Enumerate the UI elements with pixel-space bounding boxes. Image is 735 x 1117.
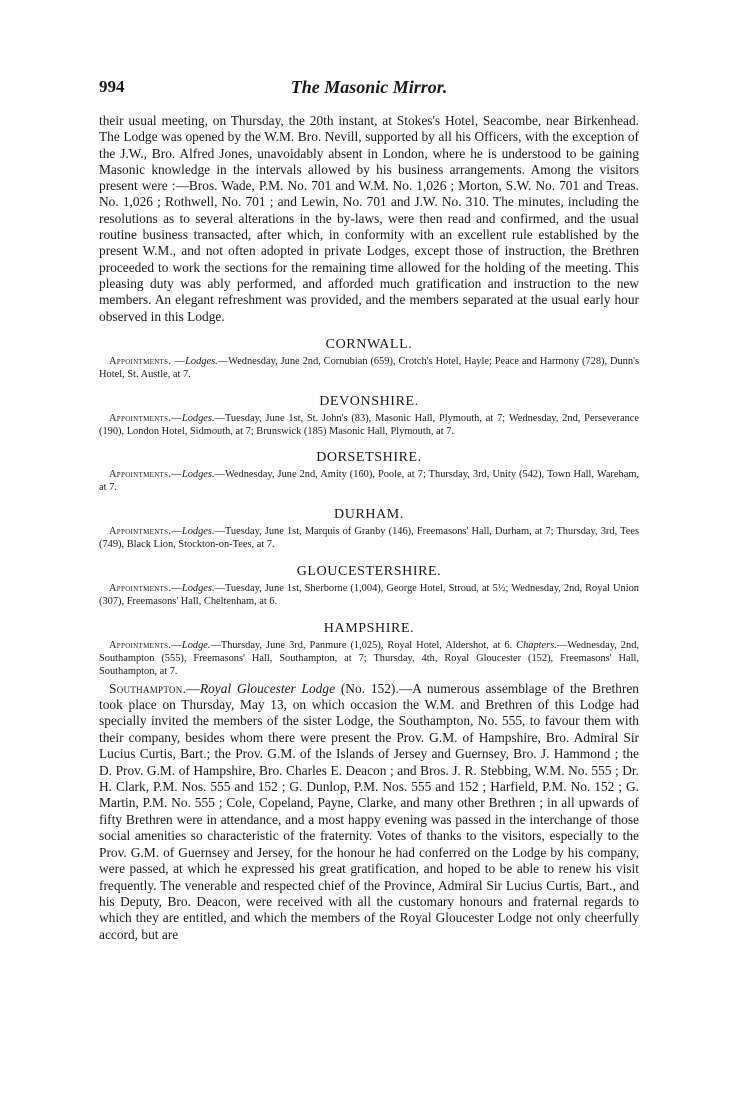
section-notice-devonshire bbox=[99, 413, 639, 439]
section-notice-cornwall bbox=[99, 356, 639, 382]
notice-category: Lodges. bbox=[181, 526, 215, 538]
notice-category: Lodges. bbox=[181, 412, 215, 424]
notice-text: —Tuesday, June 1st, Sherborne (1,004), George Hotel, Stroud, at 5½; Wednesday, 2nd, Royal Union (307), Freemasons' Hall, Cheltenham, at 6. bbox=[99, 583, 639, 608]
section-heading-dorsetshire: DORSETSHIRE. bbox=[316, 450, 422, 466]
section-notice-dorsetshire bbox=[99, 469, 639, 495]
report-lead: Southampton.— bbox=[109, 680, 200, 696]
notice-category: Lodges. bbox=[185, 355, 218, 367]
notice-text: —Wednesday, June 2nd, Cornubian (659), Crotch's Hotel, Hayle; Peace and Harmony (728), Dunn's Hotel, St. Austle, at 7. bbox=[99, 355, 639, 380]
page-number: 994 bbox=[99, 77, 125, 96]
notice-text: —Wednesday, 2nd, Southampton (555), Freemasons' Hall, Southampton, at 7; Thursday, 4th, Royal Gloucester (152), Freemasons' Hall, Southampton, at 7. bbox=[99, 639, 639, 677]
report-text: (No. 152).—A numerous assemblage of the Brethren took place on Thursday, May 13, on which occasion the W.M. and Brethren of this Lodge had specially invited the members of the sister Lodge, the Southampton, No. 555, to favour them with their company, besides whom there were present the Prov. G.M. of Hampshire, Bro. Admiral Sir Lucius Curtis, Bart.; the Prov. G.M. of the Islands of Jersey and Guernsey, Bro. J. Hammond ; the D. Prov. G.M. of Hampshire, Bro. Charles E. Deacon ; and Bros. J. R. Stebbing, W.M. No. 555 ; Dr. H. Clark, P.M. Nos. 555 and 152 ; G. Dunlop, P.M. Nos. 555 and 152 ; Harfield, P.M. No. 152 ; G. Martin, P.M. No. 555 ; Cole, Copeland, Payne, Clarke, and many other Brethren ; in all upwards of fifty Brethren were in attendance, and a most happy evening was passed in the interchange of those social amenities so characteristic of the fraternity. Votes of thanks to the visitors, especially to the Prov. G.M. of Guernsey and Jersey, for the honour he had conferred on the Lodge by his company, were passed, at which he expressed his great gratification, and hoped to be able to renew his visit frequently. The venerable and respected chief of the Province, Admiral Sir Lucius Curtis, Bart., and his Deputy, Bro. Deacon, were received with all the customary honours and fraternal regards to which they are entitled, and which the members of the Royal Gloucester Lodge not only cheerfully accord, but are bbox=[99, 680, 639, 942]
notice-text: —Tuesday, June 1st, St. John's (83), Masonic Hall, Plymouth, at 7; Wednesday, 2nd, Perseverance (190), London Hotel, Sidmouth, at 7; Brunswick (185) Masonic Hall, Plymouth, at 7. bbox=[99, 412, 639, 437]
notice-lead: Appointments.— bbox=[109, 412, 182, 424]
intro-paragraph: their usual meeting, on Thursday, the 20th instant, at Stokes's Hotel, Seacombe, near Birkenhead. The Lodge was opened by the W.M. Bro. Nevill, supported by all his Officers, with the exception of the J.W., Bro. Alfred Jones, unavoidably absent in London, where he is understood to be gaining Masonic knowledge in the intervals allowed by his business arrangements. Among the visitors present were :—Bros. Wade, P.M. No. 701 and W.M. No. 1,026 ; Morton, S.W. No. 701 and Treas. No. 1,026 ; Rothwell, No. 701 ; and Lewin, No. 701 and J.W. No. 310. The minutes, including the resolutions as to several alterations in the by-laws, were then read and confirmed, and the usual routine business transacted, after which, in conformity with an excellent rule established by the present W.M., and not often adopted in private Lodges, except those of instruction, the Brethren proceeded to work the sections for the remaining time allowed for the holding of the meeting. This pleasing duty was ably performed, and afforded much gratification and instruction to the new members. An elegant refreshment was provided, and the members separated at the usual early hour observed in this Lodge. bbox=[99, 113, 639, 324]
notice-text: —Wednesday, June 2nd, Amity (160), Poole, at 7; Thursday, 3rd, Unity (542), Town Hall, Wareham, at 7. bbox=[99, 469, 639, 494]
notice-category: Lodges. bbox=[181, 469, 215, 481]
section-notice-durham bbox=[99, 526, 639, 552]
section-heading-cornwall: CORNWALL. bbox=[325, 336, 413, 352]
notice-text: —Tuesday, June 1st, Marquis of Granby (146), Freemasons' Hall, Durham, at 7; Thursday, 3rd, Tees (749), Black Lion, Stockton-on-Tees, at 7. bbox=[99, 526, 639, 551]
section-notice-gloucestershire bbox=[99, 583, 639, 609]
section-heading-devonshire: DEVONSHIRE. bbox=[319, 393, 419, 409]
journal-title: The Masonic Mirror. bbox=[290, 77, 448, 97]
lodge-report-southampton bbox=[99, 681, 639, 944]
notice-lead: Appointments.— bbox=[109, 639, 182, 651]
notice-lead: Appointments. — bbox=[109, 355, 186, 367]
report-title: Royal Gloucester Lodge bbox=[199, 680, 336, 696]
notice-category: Lodge. bbox=[181, 639, 211, 651]
notice-lead: Appointments.— bbox=[109, 469, 182, 481]
section-heading-hampshire: HAMPSHIRE. bbox=[323, 620, 415, 636]
notice-lead: Appointments.— bbox=[109, 583, 182, 595]
notice-category: Chapters. bbox=[516, 639, 557, 651]
text-column bbox=[99, 113, 639, 943]
notice-category: Lodges. bbox=[181, 583, 215, 595]
notice-text: —Thursday, June 3rd, Panmure (1,025), Royal Hotel, Aldershot, at 6. bbox=[210, 639, 513, 651]
section-notice-hampshire bbox=[99, 640, 639, 679]
section-heading-durham: DURHAM. bbox=[334, 507, 404, 523]
running-head bbox=[99, 77, 639, 101]
notice-lead: Appointments.— bbox=[109, 526, 182, 538]
section-heading-gloucestershire: GLOUCESTERSHIRE. bbox=[296, 564, 442, 580]
